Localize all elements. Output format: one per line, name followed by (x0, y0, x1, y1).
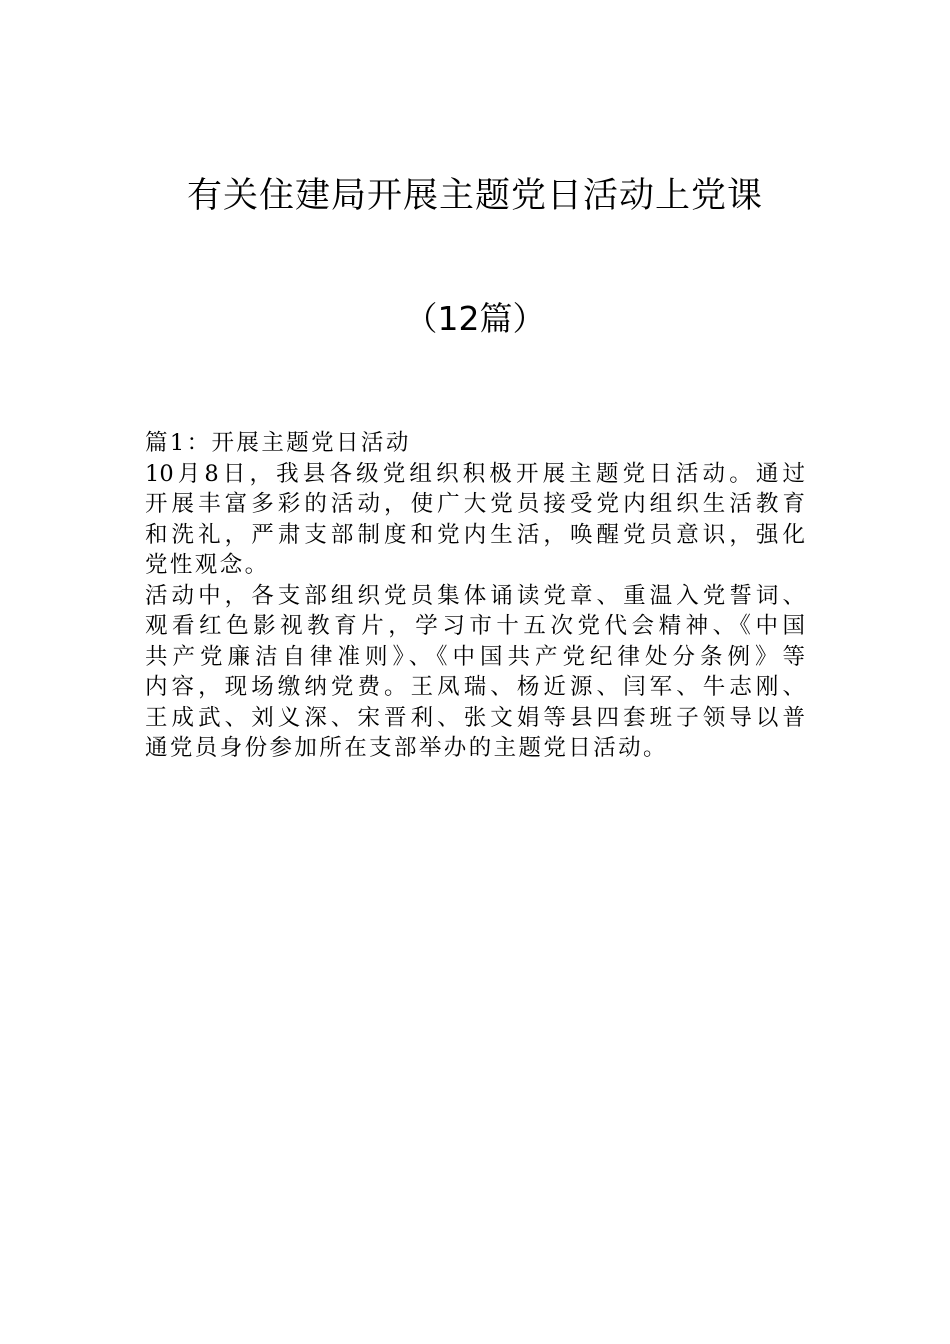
body-text-line: 活动中，各支部组织党员集体诵读党章、重温入党誓词、 (145, 582, 805, 609)
body-text-line: 通党员身份参加所在支部举办的主题党日活动。 (145, 735, 668, 761)
body-text-line: 10月8日，我县各级党组织积极开展主题党日活动。通过 (145, 460, 805, 487)
document-subtitle: （12篇） (404, 299, 546, 338)
document-title: 有关住建局开展主题党日活动上党课 (186, 176, 763, 216)
body-text-line: 内容，现场缴纳党费。王凤瑞、杨近源、闫军、牛志刚、 (145, 674, 805, 700)
body-text-line: 王成武、刘义深、宋晋利、张文娟等县四套班子领导以普 (145, 704, 805, 731)
document-body (145, 428, 805, 764)
body-text-line: 和洗礼，严肃支部制度和党内生活，唤醒党员意识，强化 (145, 521, 805, 548)
section-heading: 篇1：开展主题党日活动 (145, 430, 411, 456)
body-text-line: 共产党廉洁自律准则》、《中国共产党纪律处分条例》等 (145, 643, 805, 670)
body-text-line: 开展丰富多彩的活动，使广大党员接受党内组织生活教育 (145, 491, 805, 517)
body-text-line: 党性观念。 (145, 552, 270, 578)
body-text-line: 观看红色影视教育片，学习市十五次党代会精神、《中国 (145, 613, 805, 639)
